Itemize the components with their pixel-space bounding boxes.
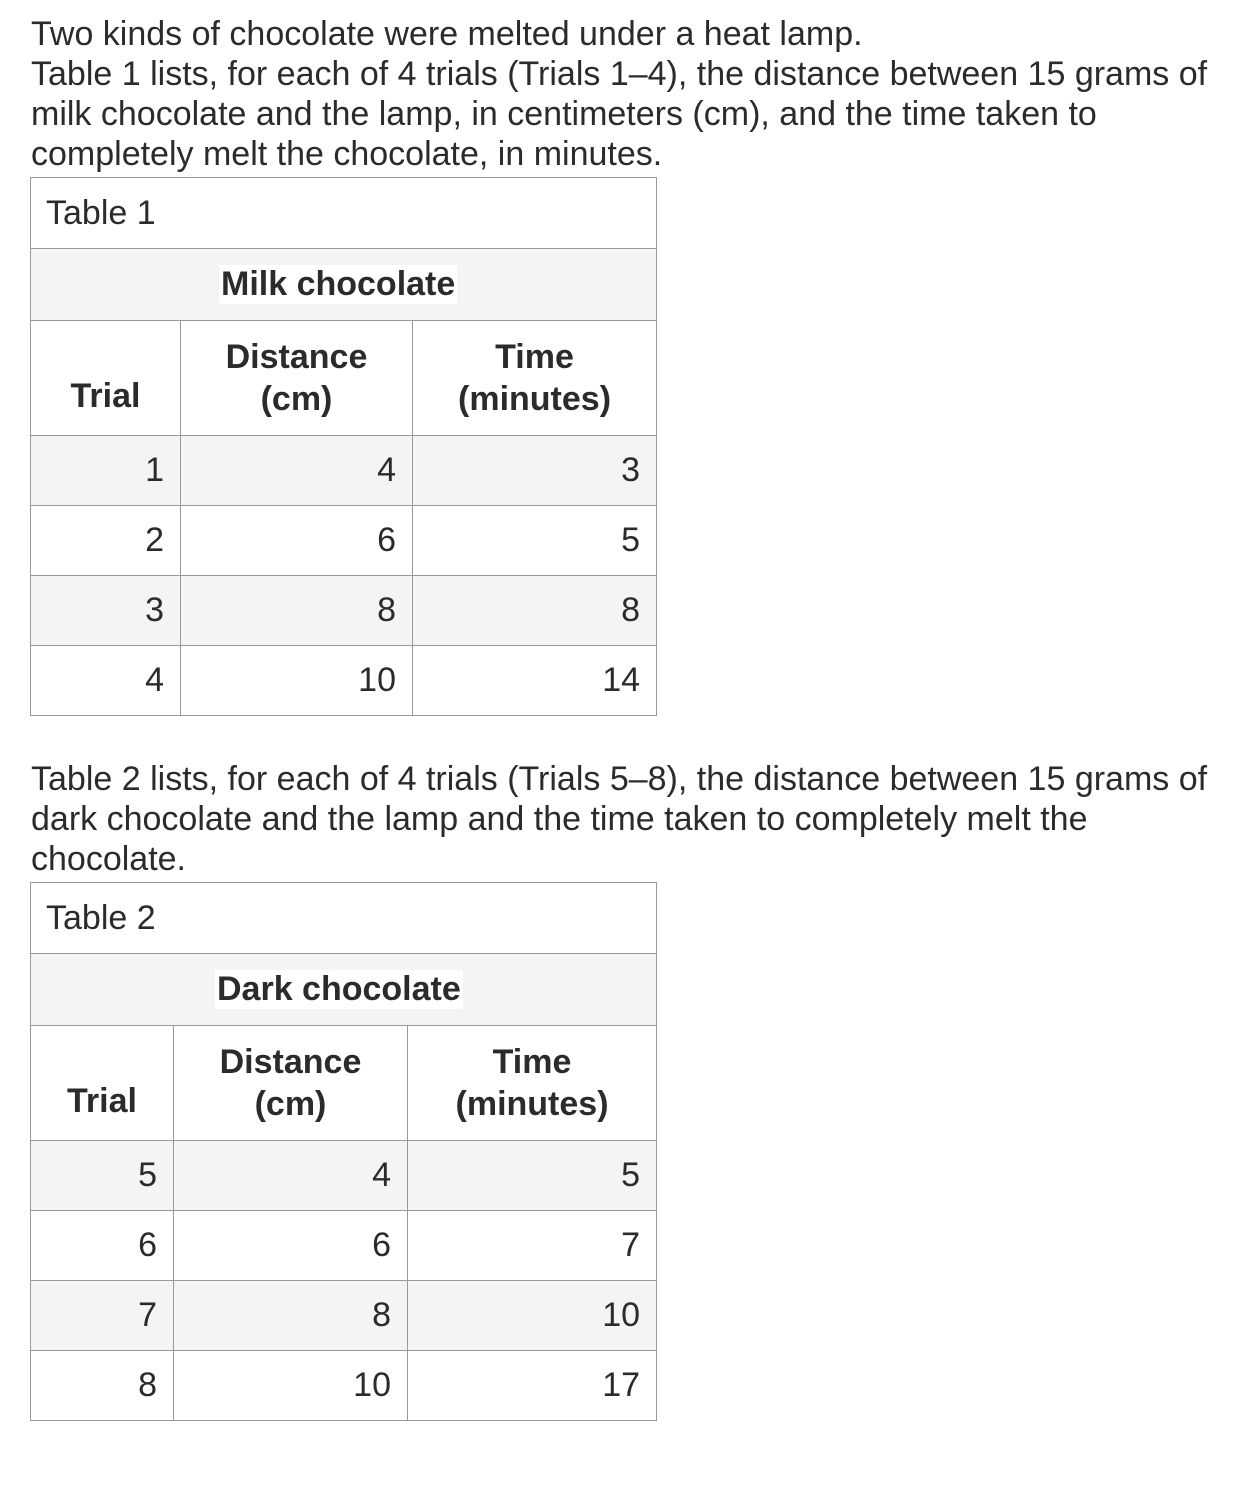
intro-line-2: Table 1 lists, for each of 4 trials (Trials 1–4), the distance between 15 grams of milk chocolate and the lamp, in centimeters (cm), and the time taken to completely melt the chocolate, in minutes. bbox=[31, 55, 1208, 173]
table-caption: Table 2 bbox=[31, 883, 657, 954]
table-row bbox=[31, 1211, 657, 1281]
cell-trial: 2 bbox=[31, 506, 181, 576]
column-header-time bbox=[413, 321, 657, 436]
cell-time: 17 bbox=[408, 1351, 657, 1421]
cell-distance: 8 bbox=[181, 576, 413, 646]
table-row bbox=[31, 1351, 657, 1421]
cell-time: 5 bbox=[408, 1141, 657, 1211]
cell-trial: 5 bbox=[31, 1141, 174, 1211]
cell-time: 5 bbox=[413, 506, 657, 576]
column-header-distance-line1: Distance bbox=[219, 1043, 362, 1081]
intro-text bbox=[31, 14, 1221, 174]
cell-time: 10 bbox=[408, 1281, 657, 1351]
column-header-distance-line1: Distance bbox=[225, 338, 368, 376]
table-dark-chocolate bbox=[30, 882, 657, 1421]
group-header bbox=[31, 954, 657, 1026]
column-header-distance bbox=[181, 321, 413, 436]
cell-time: 3 bbox=[413, 436, 657, 506]
cell-time: 14 bbox=[413, 646, 657, 716]
column-header-distance-line2: (cm) bbox=[260, 380, 333, 418]
group-header-label: Dark chocolate bbox=[217, 970, 461, 1008]
table-row bbox=[31, 576, 657, 646]
cell-distance: 6 bbox=[174, 1211, 408, 1281]
column-header-time-line1: Time bbox=[492, 1043, 572, 1081]
column-header-trial: Trial bbox=[31, 321, 181, 436]
column-header-time-line2: (minutes) bbox=[458, 380, 612, 418]
cell-trial: 6 bbox=[31, 1211, 174, 1281]
cell-trial: 8 bbox=[31, 1351, 174, 1421]
column-header-trial: Trial bbox=[31, 1026, 174, 1141]
column-header-time-line1: Time bbox=[495, 338, 574, 376]
cell-distance: 4 bbox=[174, 1141, 408, 1211]
table-row bbox=[31, 1141, 657, 1211]
cell-time: 8 bbox=[413, 576, 657, 646]
cell-distance: 10 bbox=[181, 646, 413, 716]
cell-distance: 10 bbox=[174, 1351, 408, 1421]
cell-trial: 4 bbox=[31, 646, 181, 716]
table-row bbox=[31, 506, 657, 576]
cell-distance: 4 bbox=[181, 436, 413, 506]
table-row bbox=[31, 436, 657, 506]
cell-time: 7 bbox=[408, 1211, 657, 1281]
cell-trial: 7 bbox=[31, 1281, 174, 1351]
cell-trial: 3 bbox=[31, 576, 181, 646]
cell-distance: 8 bbox=[174, 1281, 408, 1351]
column-header-time bbox=[408, 1026, 657, 1141]
cell-trial: 1 bbox=[31, 436, 181, 506]
column-header-time-line2: (minutes) bbox=[455, 1085, 609, 1123]
column-header-distance-line2: (cm) bbox=[254, 1085, 327, 1123]
table-milk-chocolate bbox=[30, 177, 657, 716]
group-header bbox=[31, 249, 657, 321]
cell-distance: 6 bbox=[181, 506, 413, 576]
paragraph-2: Table 2 lists, for each of 4 trials (Trials 5–8), the distance between 15 grams of dark chocolate and the lamp and the time taken to completely melt the chocolate. bbox=[31, 760, 1208, 878]
column-header-distance bbox=[174, 1026, 408, 1141]
table-row bbox=[31, 646, 657, 716]
table-row bbox=[31, 1281, 657, 1351]
table-caption: Table 1 bbox=[31, 178, 657, 249]
intro-line-1: Two kinds of chocolate were melted under a heat lamp. bbox=[31, 15, 863, 53]
group-header-label: Milk chocolate bbox=[221, 265, 456, 303]
